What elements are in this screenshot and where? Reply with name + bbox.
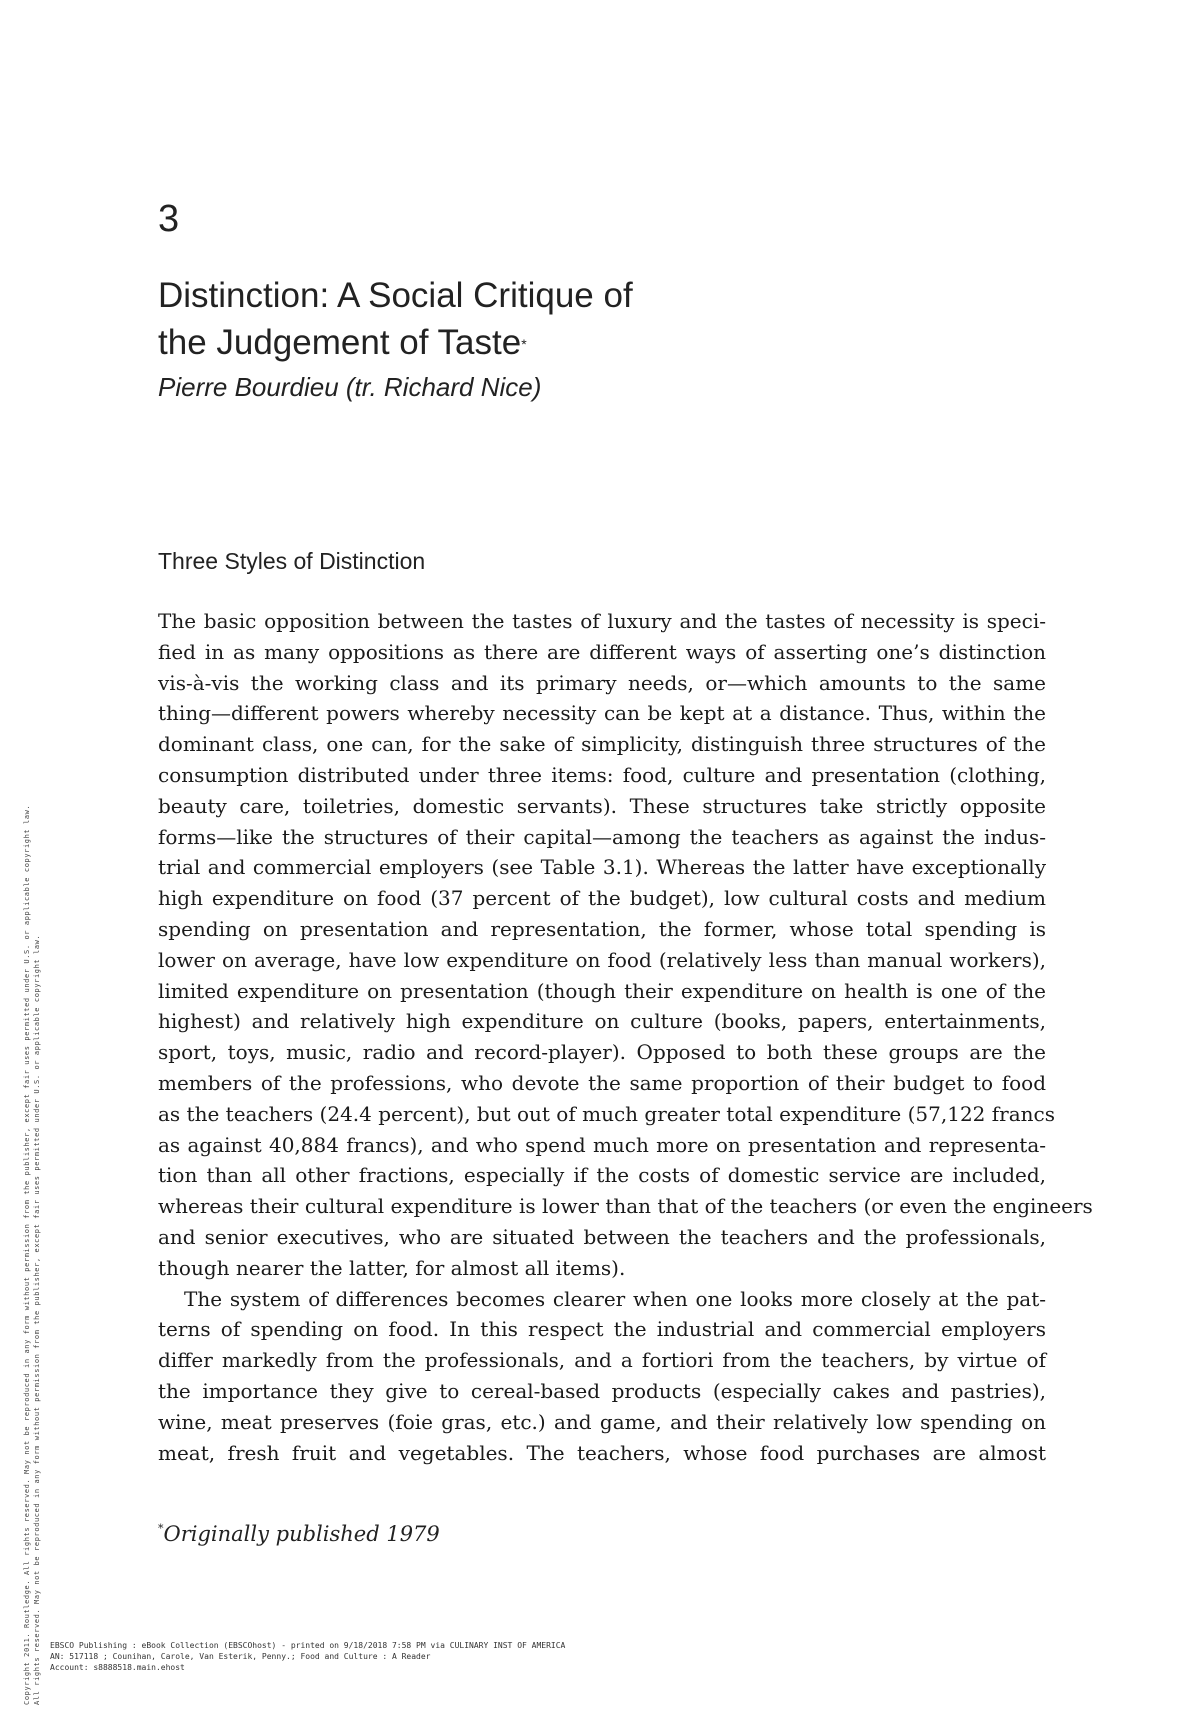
chapter-title-line-1: Distinction: A Social Critique of bbox=[158, 276, 633, 315]
paragraph-1 bbox=[158, 606, 1093, 1284]
text-line: as against 40,884 francs), and who spend much more on presentation and representa- bbox=[158, 1132, 1046, 1157]
footer-line-2: AN: 517118 ; Counihan, Carole, Van Esterik, Penny.; Food and Culture : A Reader bbox=[50, 1652, 431, 1661]
text-line: high expenditure on food (37 percent of the budget), low cultural costs and medium bbox=[158, 886, 1046, 911]
text-line: The basic opposition between the tastes of luxury and the tastes of necessity is speci- bbox=[158, 609, 1046, 633]
chapter-title bbox=[158, 272, 858, 366]
text-line: limited expenditure on presentation (though their expenditure on health is one of the bbox=[158, 978, 1046, 1003]
paragraph-2 bbox=[158, 1284, 1046, 1469]
copyright-side-notice bbox=[22, 505, 42, 1705]
chapter-title-line-2 bbox=[158, 319, 858, 366]
text-line: The system of differences becomes clearer when one looks more closely at the pat- bbox=[184, 1286, 1046, 1311]
chapter-title-line-2-text: the Judgement of Taste bbox=[158, 323, 522, 362]
body-text bbox=[158, 606, 1093, 1468]
text-line: differ markedly from the professionals, and a fortiori from the teachers, by virtue of bbox=[158, 1348, 1046, 1373]
text-line: tion than all other fractions, especially if the costs of domestic service are included, bbox=[158, 1163, 1046, 1188]
chapter-number: 3 bbox=[158, 198, 180, 240]
footnote-marker: * bbox=[158, 1522, 164, 1535]
text-line: whereas their cultural expenditure is lower than that of the teachers (or even the engineers bbox=[158, 1194, 1093, 1219]
text-line: and senior executives, who are situated between the teachers and the professionals, bbox=[158, 1224, 1046, 1249]
text-line: fied in as many oppositions as there are different ways of asserting one’s distinction bbox=[158, 639, 1046, 664]
text-line: wine, meat preserves (foie gras, etc.) and game, and their relatively low spending on bbox=[158, 1409, 1046, 1434]
text-line: consumption distributed under three items: food, culture and presentation (clothing, bbox=[158, 762, 1046, 787]
text-line: highest) and relatively high expenditure on culture (books, papers, entertainments, bbox=[158, 1009, 1046, 1034]
footer-line-1: EBSCO Publishing : eBook Collection (EBSCOhost) - printed on 9/18/2018 7:58 PM via CULINARY INST OF AMERICA bbox=[50, 1641, 566, 1650]
text-line: beauty care, toiletries, domestic servants). These structures take strictly opposite bbox=[158, 793, 1046, 818]
text-line: trial and commercial employers (see Table 3.1). Whereas the latter have exceptionally bbox=[158, 855, 1046, 880]
copyright-line-1: Copyright 2011. Routledge. All rights reserved. May not be reproduced in any form without permission from the publisher, except fair uses permitted under U.S. or applicable copyright law. bbox=[23, 804, 31, 1705]
text-line: forms—like the structures of their capital—among the teachers as against the indus- bbox=[158, 824, 1046, 849]
text-line: though nearer the latter, for almost all items). bbox=[158, 1255, 626, 1280]
ebsco-footer bbox=[50, 1640, 565, 1673]
text-line: sport, toys, music, radio and record-player). Opposed to both these groups are the bbox=[158, 1040, 1046, 1065]
text-line: the importance they give to cereal-based products (especially cakes and pastries), bbox=[158, 1378, 1046, 1403]
text-line: as the teachers (24.4 percent), but out of much greater total expenditure (57,122 francs bbox=[158, 1101, 1055, 1126]
text-line: lower on average, have low expenditure on food (relatively less than manual workers), bbox=[158, 947, 1046, 972]
text-line: dominant class, one can, for the sake of simplicity, distinguish three structures of the bbox=[158, 732, 1046, 757]
footnote-text: Originally published 1979 bbox=[163, 1522, 440, 1546]
footnote bbox=[158, 1522, 440, 1546]
copyright-line-2: All rights reserved. May not be reproduced in any form without permission from the publisher, except fair uses permitted under U.S. or applicable copyright law. bbox=[33, 934, 41, 1705]
text-line: thing—different powers whereby necessity can be kept at a distance. Thus, within the bbox=[158, 701, 1046, 726]
text-line: members of the professions, who devote the same proportion of their budget to food bbox=[158, 1070, 1046, 1095]
chapter-author: Pierre Bourdieu (tr. Richard Nice) bbox=[158, 372, 542, 402]
footer-line-3: Account: s8888518.main.ehost bbox=[50, 1663, 185, 1672]
text-line: spending on presentation and representation, the former, whose total spending is bbox=[158, 916, 1046, 941]
text-line: vis-à-vis the working class and its primary needs, or—which amounts to the same bbox=[158, 670, 1046, 695]
section-heading: Three Styles of Distinction bbox=[158, 548, 426, 574]
text-line: meat, fresh fruit and vegetables. The teachers, whose food purchases are almost bbox=[158, 1440, 1046, 1465]
chapter-title-footnote-marker: * bbox=[521, 336, 527, 352]
text-line: terns of spending on food. In this respect the industrial and commercial employers bbox=[158, 1317, 1046, 1342]
